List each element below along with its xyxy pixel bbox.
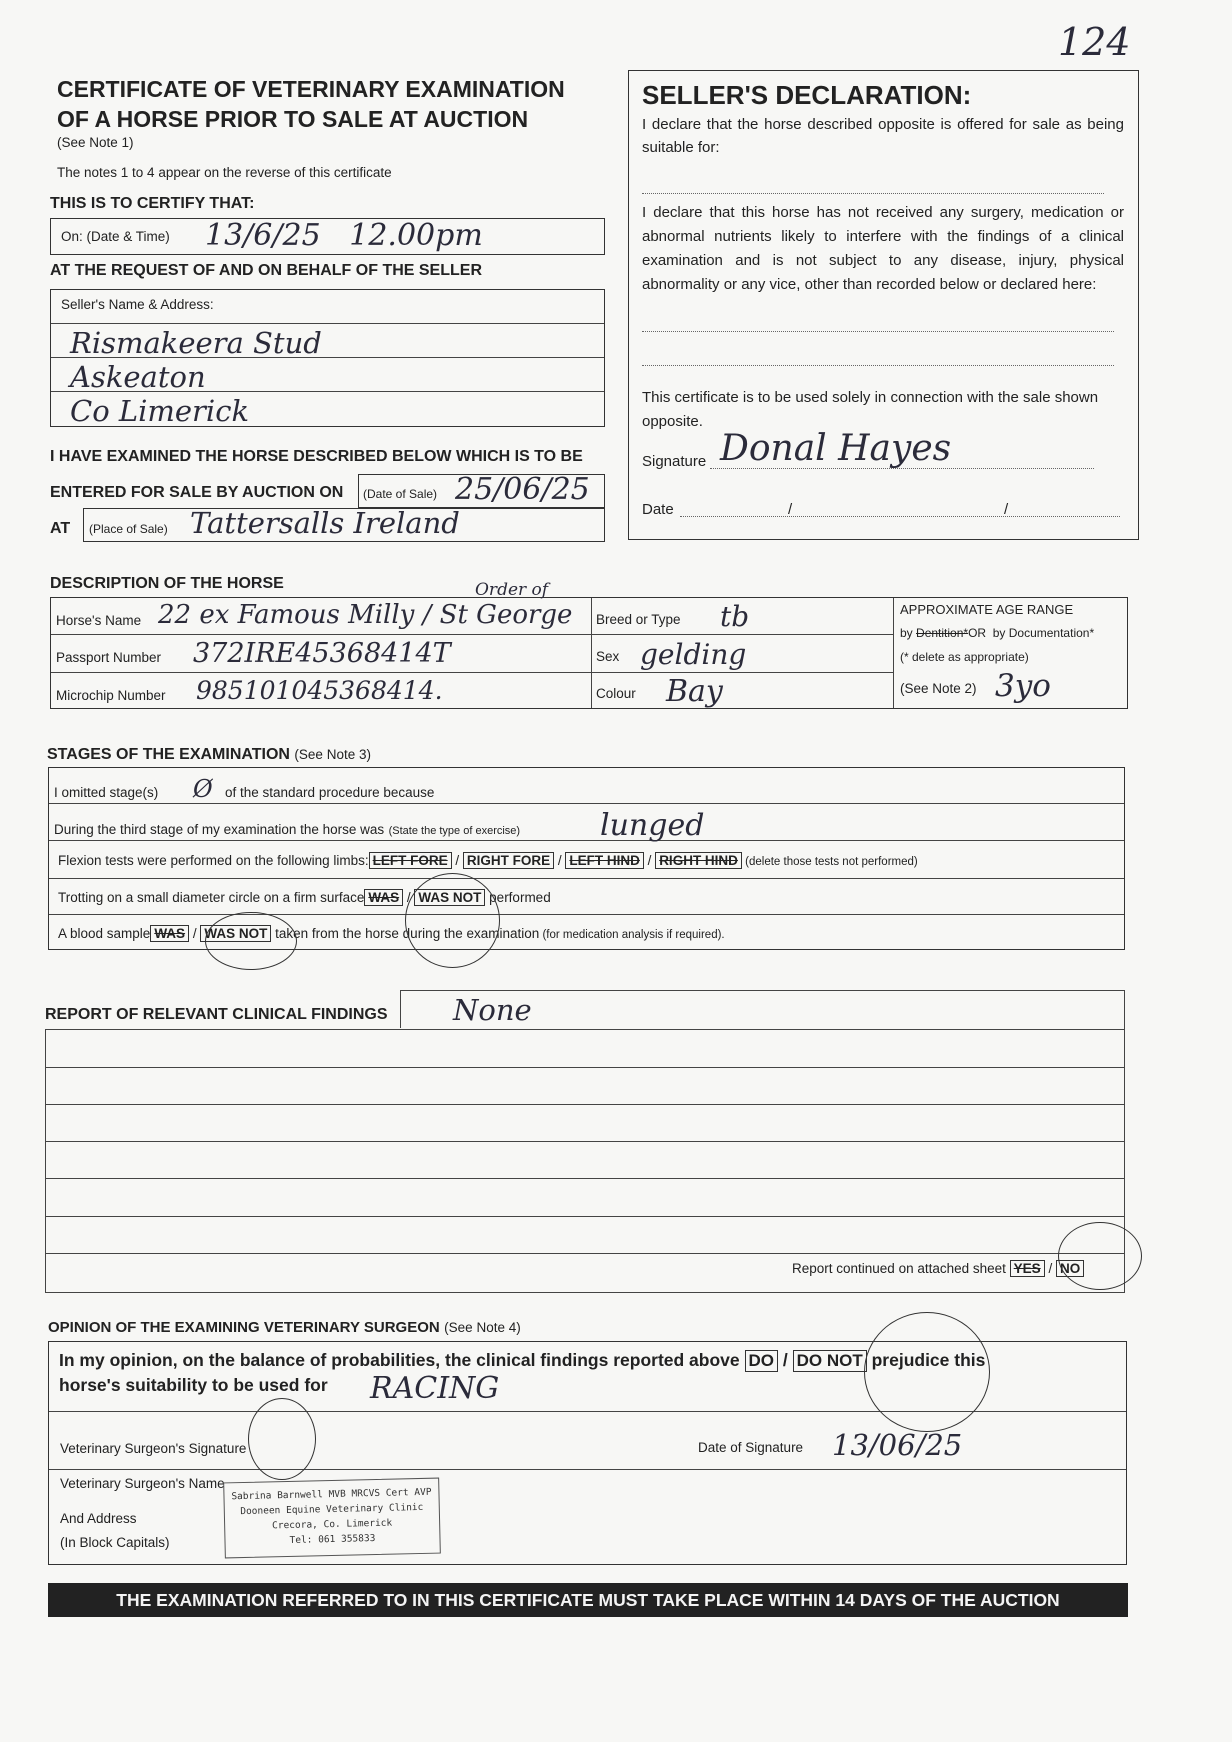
seller-signature: Donal Hayes: [720, 428, 952, 469]
request-label: AT THE REQUEST OF AND ON BEHALF OF THE SELLER: [50, 262, 482, 279]
address-label: And Address: [60, 1511, 137, 1526]
sex-label: Sex: [596, 649, 620, 664]
breed-value: tb: [720, 600, 750, 633]
declaration-para3: This certificate is to be used solely in connection with the sale shown opposite.: [642, 389, 1099, 430]
blood-row: A blood sample WAS / WAS NOT taken from the horse during the examination (for medication analysis if required).: [58, 926, 725, 941]
third-stage-row: During the third stage of my examination the horse was (State the type of exercise): [54, 822, 521, 837]
at-label: AT: [50, 520, 71, 537]
no-circle-mark: [1058, 1222, 1142, 1290]
horse-name-value: 22 ex Famous Milly / St George: [158, 600, 573, 630]
footer-banner: THE EXAMINATION REFERRED TO IN THIS CERTIFICATE MUST TAKE PLACE WITHIN 14 DAYS OF THE AUCTION: [48, 1583, 1128, 1617]
microchip-label: Microchip Number: [56, 688, 166, 703]
colour-label: Colour: [596, 686, 636, 701]
age-delete-note: (* delete as appropriate): [900, 650, 1029, 664]
seller-line-2: Askeaton: [70, 360, 206, 394]
certify-label: THIS IS TO CERTIFY THAT:: [50, 195, 255, 212]
page-number: 124: [1058, 20, 1131, 64]
seller-date-label: Date: [642, 501, 674, 518]
certificate-title-line1: CERTIFICATE OF VETERINARY EXAMINATION: [57, 76, 565, 102]
trotting-was-not[interactable]: WAS NOT: [414, 889, 485, 906]
passport-label: Passport Number: [56, 650, 162, 665]
date-of-sale-value: 25/06/25: [455, 472, 590, 507]
stages-heading: STAGES OF THE EXAMINATION (See Note 3): [47, 746, 371, 763]
see-note-1: (See Note 1): [57, 135, 134, 150]
on-value: 13/6/25 12.00pm: [205, 218, 483, 253]
seller-declaration-title: SELLER'S DECLARATION:: [642, 80, 972, 110]
declaration-para1: I declare that the horse described opposite is offered for sale as being suitable for:: [642, 116, 1124, 156]
seller-name-label: Seller's Name & Address:: [61, 297, 214, 312]
seller-line-1: Rismakeera Stud: [70, 326, 322, 360]
was-not-circle-mark: [405, 873, 500, 968]
date-sig-label: Date of Signature: [698, 1440, 804, 1455]
seller-date-sep-1: /: [788, 501, 793, 518]
limb-right-fore[interactable]: RIGHT FORE: [463, 852, 554, 869]
date-of-sale-label: (Date of Sale): [363, 487, 438, 501]
continued-yes[interactable]: YES: [1010, 1260, 1045, 1277]
colour-value: Bay: [666, 674, 723, 709]
horse-name-label: Horse's Name: [56, 613, 142, 628]
omitted-label: I omitted stage(s): [54, 785, 159, 800]
microchip-value: 985101045368414.: [196, 676, 443, 705]
third-stage-value: lunged: [600, 808, 705, 843]
limb-left-hind[interactable]: LEFT HIND: [565, 852, 644, 869]
date-sig-value: 13/06/25: [832, 1428, 963, 1462]
continued-no[interactable]: NO: [1056, 1260, 1084, 1277]
flexion-row: Flexion tests were performed on the following limbs: LEFT FORE / RIGHT FORE / LEFT HIND / RIGHT HIND (delete those tests not performed): [58, 853, 918, 868]
do-not-circle-mark: [864, 1312, 990, 1432]
opinion-text-row2: horse's suitability to be used for: [59, 1375, 328, 1395]
place-of-sale-value: Tattersalls Ireland: [190, 506, 460, 540]
vet-name-label: Veterinary Surgeon's Name: [60, 1476, 225, 1491]
passport-value: 372IRE45368414T: [193, 638, 451, 669]
declaration-para2: I declare that this horse has not received any surgery, medication or abnormal nutrients likely to interfere with the findings of a clinical examination and is not subject to any disease, injury, physical abnormality or any vice, other than recorded below or declared here:: [642, 204, 1124, 293]
place-of-sale-label: (Place of Sale): [89, 522, 168, 536]
examined-line2: ENTERED FOR SALE BY AUCTION ON: [50, 484, 344, 501]
vet-signature-label: Veterinary Surgeon's Signature: [60, 1441, 247, 1456]
opinion-text-row1: In my opinion, on the balance of probabilities, the clinical findings reported above DO / DO NOT prejudice this: [59, 1350, 986, 1370]
opinion-do-not[interactable]: DO NOT: [793, 1350, 867, 1372]
sex-value: gelding: [640, 638, 747, 671]
horse-name-note: Order of: [475, 580, 549, 600]
omitted-suffix: of the standard procedure because: [225, 785, 435, 800]
seller-line-3: Co Limerick: [70, 394, 250, 428]
limb-left-fore[interactable]: LEFT FORE: [369, 852, 452, 869]
vet-stamp: Sabrina Barnwell MVB MRCVS Cert AVP Dooneen Equine Veterinary Clinic Crecora, Co. Limerick Tel: 061 355833: [223, 1478, 441, 1559]
age-value: 3yo: [995, 668, 1051, 704]
seller-date-sep-2: /: [1004, 501, 1009, 518]
certificate-title-line2: OF A HORSE PRIOR TO SALE AT AUCTION: [57, 106, 529, 132]
on-label: On: (Date & Time): [61, 229, 170, 244]
description-heading: DESCRIPTION OF THE HORSE: [50, 575, 284, 592]
block-capitals-label: (In Block Capitals): [60, 1535, 170, 1550]
blood-circle-mark: [205, 912, 297, 970]
declaration-line-2[interactable]: [642, 365, 1114, 366]
opinion-heading: OPINION OF THE EXAMINING VETERINARY SURGEON (See Note 4): [48, 1319, 521, 1336]
declaration-line-1[interactable]: [642, 331, 1114, 332]
limb-right-hind[interactable]: RIGHT HIND: [655, 852, 742, 869]
notes-text: The notes 1 to 4 appear on the reverse of this certificate: [57, 165, 392, 180]
omitted-value: Ø: [193, 775, 213, 803]
age-heading: APPROXIMATE AGE RANGE: [900, 602, 1074, 617]
opinion-use-value: RACING: [370, 1371, 500, 1406]
blood-was-not[interactable]: WAS NOT: [200, 925, 271, 942]
age-see-note: (See Note 2): [900, 681, 977, 696]
opinion-do[interactable]: DO: [745, 1350, 779, 1372]
breed-label: Breed or Type: [596, 612, 681, 627]
vet-signature-mark[interactable]: [248, 1398, 316, 1480]
continued-row: Report continued on attached sheet YES / NO: [792, 1260, 1084, 1278]
blood-was[interactable]: WAS: [150, 925, 189, 942]
seller-date-line[interactable]: [680, 516, 1120, 517]
seller-signature-label: Signature: [642, 453, 707, 470]
trotting-row: Trotting on a small diameter circle on a firm surface WAS / WAS NOT performed: [58, 890, 551, 905]
findings-heading: REPORT OF RELEVANT CLINICAL FINDINGS: [45, 1006, 388, 1023]
trotting-was[interactable]: WAS: [364, 889, 403, 906]
examined-line1: I HAVE EXAMINED THE HORSE DESCRIBED BELOW WHICH IS TO BE: [50, 448, 583, 465]
findings-value: None: [453, 993, 532, 1027]
age-method: by Dentition*OR by Documentation*: [900, 626, 1095, 640]
